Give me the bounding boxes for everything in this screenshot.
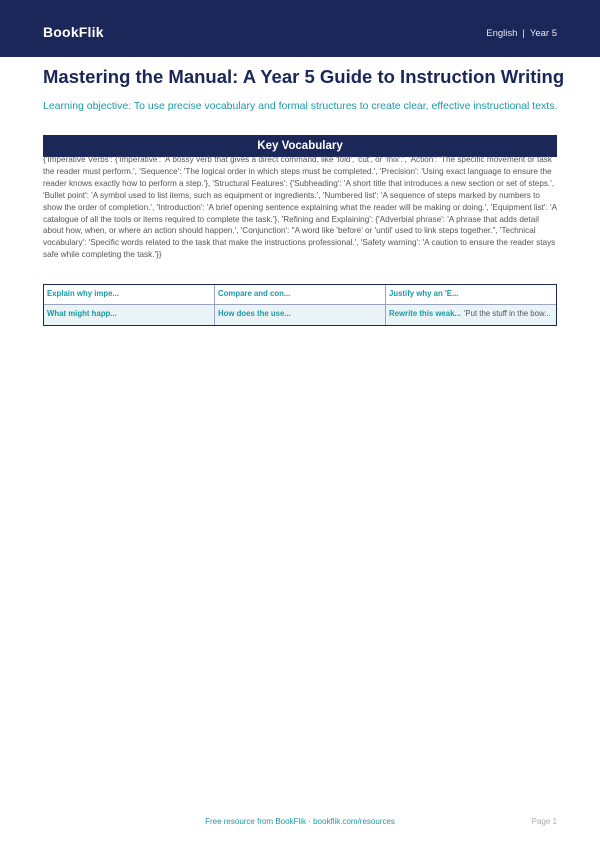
- question-text: Compare and con...: [218, 289, 291, 298]
- question-text: Rewrite this weak...: [389, 309, 461, 318]
- meta-separator: |: [522, 28, 525, 39]
- key-vocabulary-heading: Key Vocabulary: [43, 135, 557, 157]
- subject-label: English: [486, 28, 518, 39]
- question-cell[interactable]: [44, 285, 215, 305]
- question-cell[interactable]: [386, 305, 556, 325]
- questions-grid: [43, 284, 557, 326]
- page-title: Mastering the Manual: A Year 5 Guide to Instruction Writing: [43, 66, 565, 87]
- question-text: How does the use...: [218, 309, 291, 318]
- top-bar: [0, 0, 600, 57]
- year-label: Year 5: [529, 28, 557, 39]
- question-cell[interactable]: [215, 285, 386, 305]
- answer-text: 'Put the stuff in the bow...: [463, 309, 551, 318]
- question-text: Explain why impe...: [47, 289, 119, 298]
- question-text: Justify why an 'E...: [389, 289, 459, 298]
- brand-logo[interactable]: BookFlik: [43, 24, 104, 40]
- question-cell[interactable]: [386, 285, 556, 305]
- page-number: Page 1: [531, 817, 557, 826]
- question-cell[interactable]: [44, 305, 215, 325]
- subject-year-label: [486, 28, 557, 39]
- learning-objective: Learning objective: To use precise vocabulary and formal structures to create clear, effective instructional texts.: [43, 100, 558, 112]
- key-vocabulary-body: {'Imperative Verbs': {'Imperative': 'A bossy verb that gives a direct command, like 'fold', 'cut', or 'mix'.', 'Action': 'The specific movement or task the reader must perform.', 'Sequence': 'The logical order in which steps must be completed.', 'Precision': 'Using exact language to ensure the reader knows exactly how to perform a step.'}, 'Structural Features': {'Subheading': 'A short title that introduces a new section or set of steps.', 'Bullet point': 'A symbol used to list items, such as equipment or ingredients.', 'Numbered list': 'A sequence of steps marked by numbers to show the order of completion.', 'Introduction': 'A brief opening sentence explaining what the reader will be making or doing.', 'Equipment list': 'A catalogue of all the tools or items required to complete the task.'}, 'Refining and Explaining': {'Adverbial phrase': 'A phrase that adds detail about how, when, or where an action should happen.', 'Conjunction': "A word like 'before' or 'until' used to link steps together.", 'Technical vocabulary': 'Specific words related to the task that make the instructions professional.', 'Safety warning': 'A caution to ensure the reader stays safe while completing the task.'}}: [43, 155, 557, 260]
- question-cell[interactable]: [215, 305, 386, 325]
- question-text: What might happ...: [47, 309, 117, 318]
- footer-link[interactable]: Free resource from BookFlik · bookflik.com/resources: [205, 817, 395, 826]
